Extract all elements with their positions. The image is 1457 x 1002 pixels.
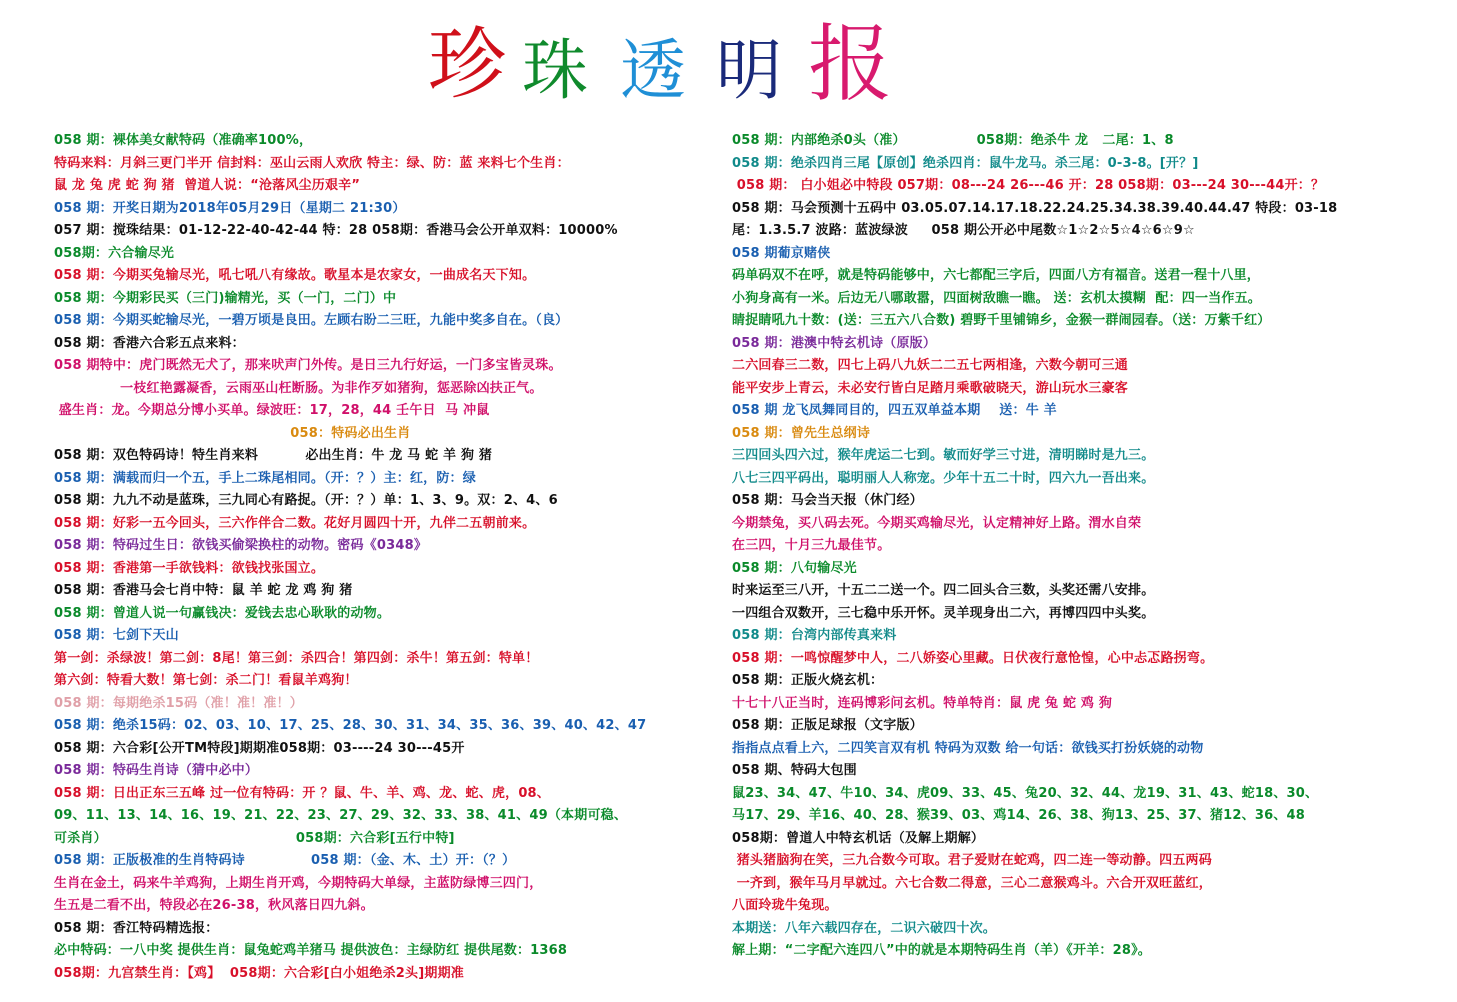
right-text-line [732,940,1432,963]
right-text-line [732,288,1432,311]
right-text-line [732,670,1432,693]
right-text-line [732,310,1432,333]
right-text-line [732,558,1432,581]
text-segment: 058 期特中：虎门既然无犬了，那来吠声门外传。是日三九行好运，一门多宝皆灵珠。 [54,358,562,373]
left-text-line [54,535,714,558]
text-segment: 指指点点看上六，二四笑言双有机 特码为双数 给一句话：欲钱买打扮妖娆的动物 [732,740,1204,756]
text-segment: 可杀肖） 058期：六合彩[五行中特] [54,830,455,846]
text-segment: 058 期：今期买蛇输尽光，一碧万顷是良田。左顾右盼二三旺，九能中奖多自在。（良） [54,313,569,328]
text-segment: 058期：六合输尽光 [54,245,175,261]
left-text-line [54,648,714,671]
text-segment: 睛捉睛吼九十数：(送：三五六八合数) 碧野千里铺锦乡，金猴一群闹园春。（送：万紫千红） [732,313,1271,328]
right-text-line [732,805,1432,828]
left-text-line [54,310,714,333]
text-segment: 在三四，十月三九最佳节。 [732,538,891,553]
left-text-line [54,850,714,873]
right-text-line [732,490,1432,513]
text-segment: 二六回春三二数，四七上码八九妖二二五七两相逢，六数今朝可三通 [732,358,1129,373]
left-text-line [54,783,714,806]
right-text-line [732,153,1432,176]
left-text-line [54,603,714,626]
text-segment: 058 期：马会当天报（休门经） [732,493,923,508]
left-text-line [54,198,714,221]
left-text-line [54,355,714,378]
left-text-line [54,243,714,266]
text-segment: 小狗身高有一米。后边无八哪敢嚣，四面树敌瞧一瞧。 送：玄机太摸糊 配：四一当作五。 [732,290,1261,306]
left-text-line [54,220,714,243]
text-segment: 058 期：每期绝杀15码（准！准！准！） [54,695,303,711]
text-segment: 058 期：今期彩民买（三门)输精光，买（一门，二门）中 [54,290,397,306]
text-segment: 解上期：“二字配六连四八”中的就是本期特码生肖（羊）《开羊：28》。 [732,943,1151,958]
right-text-line [732,513,1432,536]
text-segment: 058 期：香港第一手欲钱料：欲钱找张国立。 [54,560,325,576]
text-segment: 058 期：香港马会七肖中特：鼠 羊 蛇 龙 鸡 狗 猪 [54,583,353,598]
text-segment: 鼠23、34、47、牛10、34、虎09、33、45、兔20、32、44、龙19、31、43、蛇18、30、 [732,785,1319,801]
text-segment: 058 期：九九不动是蓝珠，三九同心有路捉。（开：？）单：1、3、9。双：2、4、6 [54,493,558,508]
right-text-line [732,198,1432,221]
title-char-1: 珍 [428,20,507,110]
text-segment: 第六剑：特看大数！第七剑：杀二门！看鼠羊鸡狗！ [54,673,358,688]
right-text-line [732,468,1432,491]
text-segment: 058 期：双色特码诗！特生肖来料 必出生肖：牛 龙 马 蛇 羊 狗 猪 [54,448,493,463]
text-segment: 本期送：八年六载四存在，二识六破四十次。 [732,920,997,936]
text-segment: 058 期、特码大包围 [732,763,857,778]
text-segment: 时来运至三八开，十五二二送一个。四二回头合三数，头奖还需八安排。 [732,583,1155,598]
text-segment: 058 期：曾先生总纲诗 [732,425,871,441]
right-text-line [732,220,1432,243]
text-segment: 一枝红艳露凝香，云雨巫山枉断肠。为非作歹如猪狗，惩恶除凶扶正气。 [54,380,543,396]
left-text-line [54,445,714,468]
text-segment: 058 期：八句输尽光 [732,560,857,576]
left-text-line [54,153,714,176]
text-segment: 八七三四平码出，聪明丽人人称宠。少年十五二十时，四六九一吾出来。 [732,470,1155,486]
left-text-line [54,693,714,716]
text-segment: 058期：曾道人中特玄机话（及解上期解） [732,830,985,846]
right-text-line [732,738,1432,761]
left-text-line [54,805,714,828]
left-text-line [54,130,714,153]
right-text-line [732,783,1432,806]
left-text-line [54,175,714,198]
text-segment: 058 期：正版足球报（文字版） [732,718,923,733]
right-text-line [732,130,1432,153]
left-text-line [54,963,714,986]
left-text-line [54,715,714,738]
left-text-line [54,265,714,288]
text-segment: 058 期：裸体美女献特码（准确率100%， [54,133,313,148]
left-text-line [54,333,714,356]
left-text-line [54,670,714,693]
text-segment: 058 期：香江特码精选报： [54,920,219,936]
text-segment: 生五是二看不出，特段必在26-38，秋风落日四九斜。 [54,898,374,913]
text-segment: 058 期：特码生肖诗（猜中必中） [54,763,259,778]
text-segment: 058 期：开奖日期为2018年05月29日（星期二 21:30） [54,200,406,216]
left-text-line [54,918,714,941]
left-text-line [54,873,714,896]
text-segment: 三四回头四六过，猴年虎运二七到。敏而好学三寸进，清明睇时是九三。 [732,448,1155,463]
left-text-line [54,828,714,851]
left-text-line [54,558,714,581]
newspaper-title [0,15,1457,122]
text-segment: 058 期： 白小姐必中特段 057期：08---24 26---46 开：28 058期：03---24 30---44开：？ [732,178,1325,193]
text-segment: 058 期：六合彩[公开TM特段]期期准058期：03----24 30---45开 [54,740,465,756]
right-text-line [732,850,1432,873]
right-text-line [732,873,1432,896]
text-segment: 058 期：曾道人说一句赢钱决：爱钱去忠心耿耿的动物。 [54,605,391,621]
right-text-line [732,715,1432,738]
left-text-line [54,423,714,446]
right-column [732,130,1432,963]
left-text-line [54,513,714,536]
text-segment: 058 期：台湾内部传真来料 [732,628,897,643]
right-text-line [732,175,1432,198]
text-segment: 058：特码必出生肖 [54,425,411,441]
left-text-line [54,625,714,648]
left-text-line [54,468,714,491]
text-segment: 鼠 龙 兔 虎 蛇 狗 猪 曾道人说：“沧落风尘历艰辛” [54,178,361,193]
right-text-line [732,445,1432,468]
left-text-line [54,940,714,963]
text-segment: 生肖在金土，码来牛羊鸡狗，上期生肖开鸡，今期特码大单绿，主蓝防绿博三四门， [54,875,543,891]
text-segment: 一四组合双数开，三七稳中乐开怀。灵羊现身出二六，再博四四中头奖。 [732,605,1155,621]
left-text-line [54,490,714,513]
left-text-line [54,760,714,783]
right-text-line [732,423,1432,446]
right-text-line [732,265,1432,288]
text-segment: 【鸡】 [187,965,221,981]
text-segment: 058 期：绝杀15码：02、03、10、17、25、28、30、31、34、35、36、39、40、42、47 [54,718,647,733]
right-text-line [732,535,1432,558]
right-text-line [732,355,1432,378]
text-segment: 058期：六合彩[白小姐绝杀2头]期期准 [220,965,464,981]
text-segment: 057 期：搅珠结果：01-12-22-40-42-44 特：28 058期：香港马会公开单双料：10000% [54,223,618,238]
left-text-line [54,580,714,603]
right-text-line [732,760,1432,783]
text-segment: 码单码双不在呼，就是特码能够中，六七都配三字后，四面八方有福音。送君一程十八里， [732,268,1261,283]
right-text-line [732,580,1432,603]
text-segment: 尾：1.3.5.7 波路：蓝波绿波 058 期公开必中尾数☆1☆2☆5☆4☆6☆9☆ [732,223,1195,238]
text-segment: 一齐到，猴年马月早就过。六七合数二得意，三心二意猴鸡斗。六合开双旺蓝红， [732,875,1212,891]
text-segment: 058期：九宫禁生肖： [54,965,188,981]
text-segment: 058 期：今期买兔输尽光，吼七吼八有缘故。歌星本是农家女，一曲成名天下知。 [54,268,536,283]
text-segment: 058 期：满载而归一个五，手上二珠尾相同。（开：？）主：红，防：绿 [54,470,476,486]
text-segment: 058 期：一鸣惊醒梦中人，二八娇姿心里藏。日伏夜行意怆惶，心中忐忑路拐弯。 [732,650,1214,666]
text-segment: 058 期：绝杀四肖三尾【原创】绝杀四肖：鼠牛龙马。杀三尾：0-3-8。[开？] [732,155,1199,171]
text-segment: 058 期葡京赌侠 [732,245,831,261]
title-char-5: 报 [808,15,893,113]
right-text-line [732,603,1432,626]
right-text-line [732,918,1432,941]
title-char-2: 珠 [522,32,588,109]
right-text-line [732,895,1432,918]
text-segment: 058 期：特码过生日：欲钱买偷梁换柱的动物。密码《0348》 [54,538,428,553]
right-text-line [732,648,1432,671]
text-segment: 十七十八正当时，连码博彩问玄机。特单特肖：鼠 虎 兔 蛇 鸡 狗 [732,695,1113,711]
text-segment: 058 期：七剑下天山 [54,628,179,643]
text-segment: 盛生肖：龙。今期总分博小买单。绿波旺：17，28，44 壬午日 马 冲鼠 [54,403,490,418]
text-segment: 第一剑：杀绿波！第二剑：8尾！第三剑：杀四合！第四剑：杀牛！第五剑：特单！ [54,650,539,666]
text-segment: 09、11、13、14、16、19、21、22、23、27、29、32、33、38、41、49（本期可稳、 [54,808,628,823]
text-segment: 058 期：好彩一五今回头，三六作伴合二数。花好月圆四十开，九伴二五朝前来。 [54,515,536,531]
right-text-line [732,828,1432,851]
text-segment: 058 期：正版极准的生肖特码诗 058 期：（金、木、土）开：（？） [54,853,516,868]
text-segment: 058 期：日出正东三五峰 过一位有特码：开 ？鼠、牛、羊、鸡、龙、蛇、虎，08、 [54,785,551,801]
right-text-line [732,333,1432,356]
text-segment: 058 期：马会预测十五码中 03.05.07.14.17.18.22.24.25.34.38.39.40.44.47 特段：03-18 [732,200,1338,216]
text-segment: 特码来料：月斜三更门半开 信封料：巫山云雨人欢欣 特主：绿、防：蓝 来料七个生肖： [54,155,570,171]
title-char-4: 明 [716,32,782,109]
text-segment: 058 期：内部绝杀0头（准） 058期：绝杀牛 龙 二尾：1、8 [732,133,1174,148]
text-segment: 今期禁兔，买八码去死。今期买鸡输尽光，认定精神好上路。渭水自荣 [732,515,1142,531]
text-segment: 058 期：正版火烧玄机： [732,673,884,688]
left-text-line [54,400,714,423]
left-text-line [54,738,714,761]
text-segment: 猪头猪脑狗在笑，三九合数今可取。君子爱财在蛇鸡，四二连一等动静。四五两码 [732,853,1212,868]
text-segment: 能平安步上青云，未必安行皆白足踏月乘歌破晓天，游山玩水三豪客 [732,380,1129,396]
left-text-line [54,895,714,918]
text-segment: 必中特码：一八中奖 提供生肖：鼠兔蛇鸡羊猪马 提供波色：主绿防红 提供尾数：1368 [54,943,568,958]
right-text-line [732,693,1432,716]
text-segment: 058 期：港澳中特玄机诗（原版） [732,335,937,351]
text-segment: 八面玲珑牛兔现。 [732,898,838,913]
right-text-line [732,378,1432,401]
left-column [54,130,714,985]
text-segment: 058 期：香港六合彩五点来料： [54,335,245,351]
left-text-line [54,288,714,311]
right-text-line [732,625,1432,648]
text-segment: 马17、29、羊16、40、28、猴39、03、鸡14、26、38、狗13、25、37、猪12、36、48 [732,808,1306,823]
text-segment: 058 期 龙飞凤舞同目的，四五双单益本期 送：牛 羊 [732,403,1057,418]
title-char-3: 透 [620,32,686,109]
left-text-line [54,378,714,401]
right-text-line [732,400,1432,423]
right-text-line [732,243,1432,266]
